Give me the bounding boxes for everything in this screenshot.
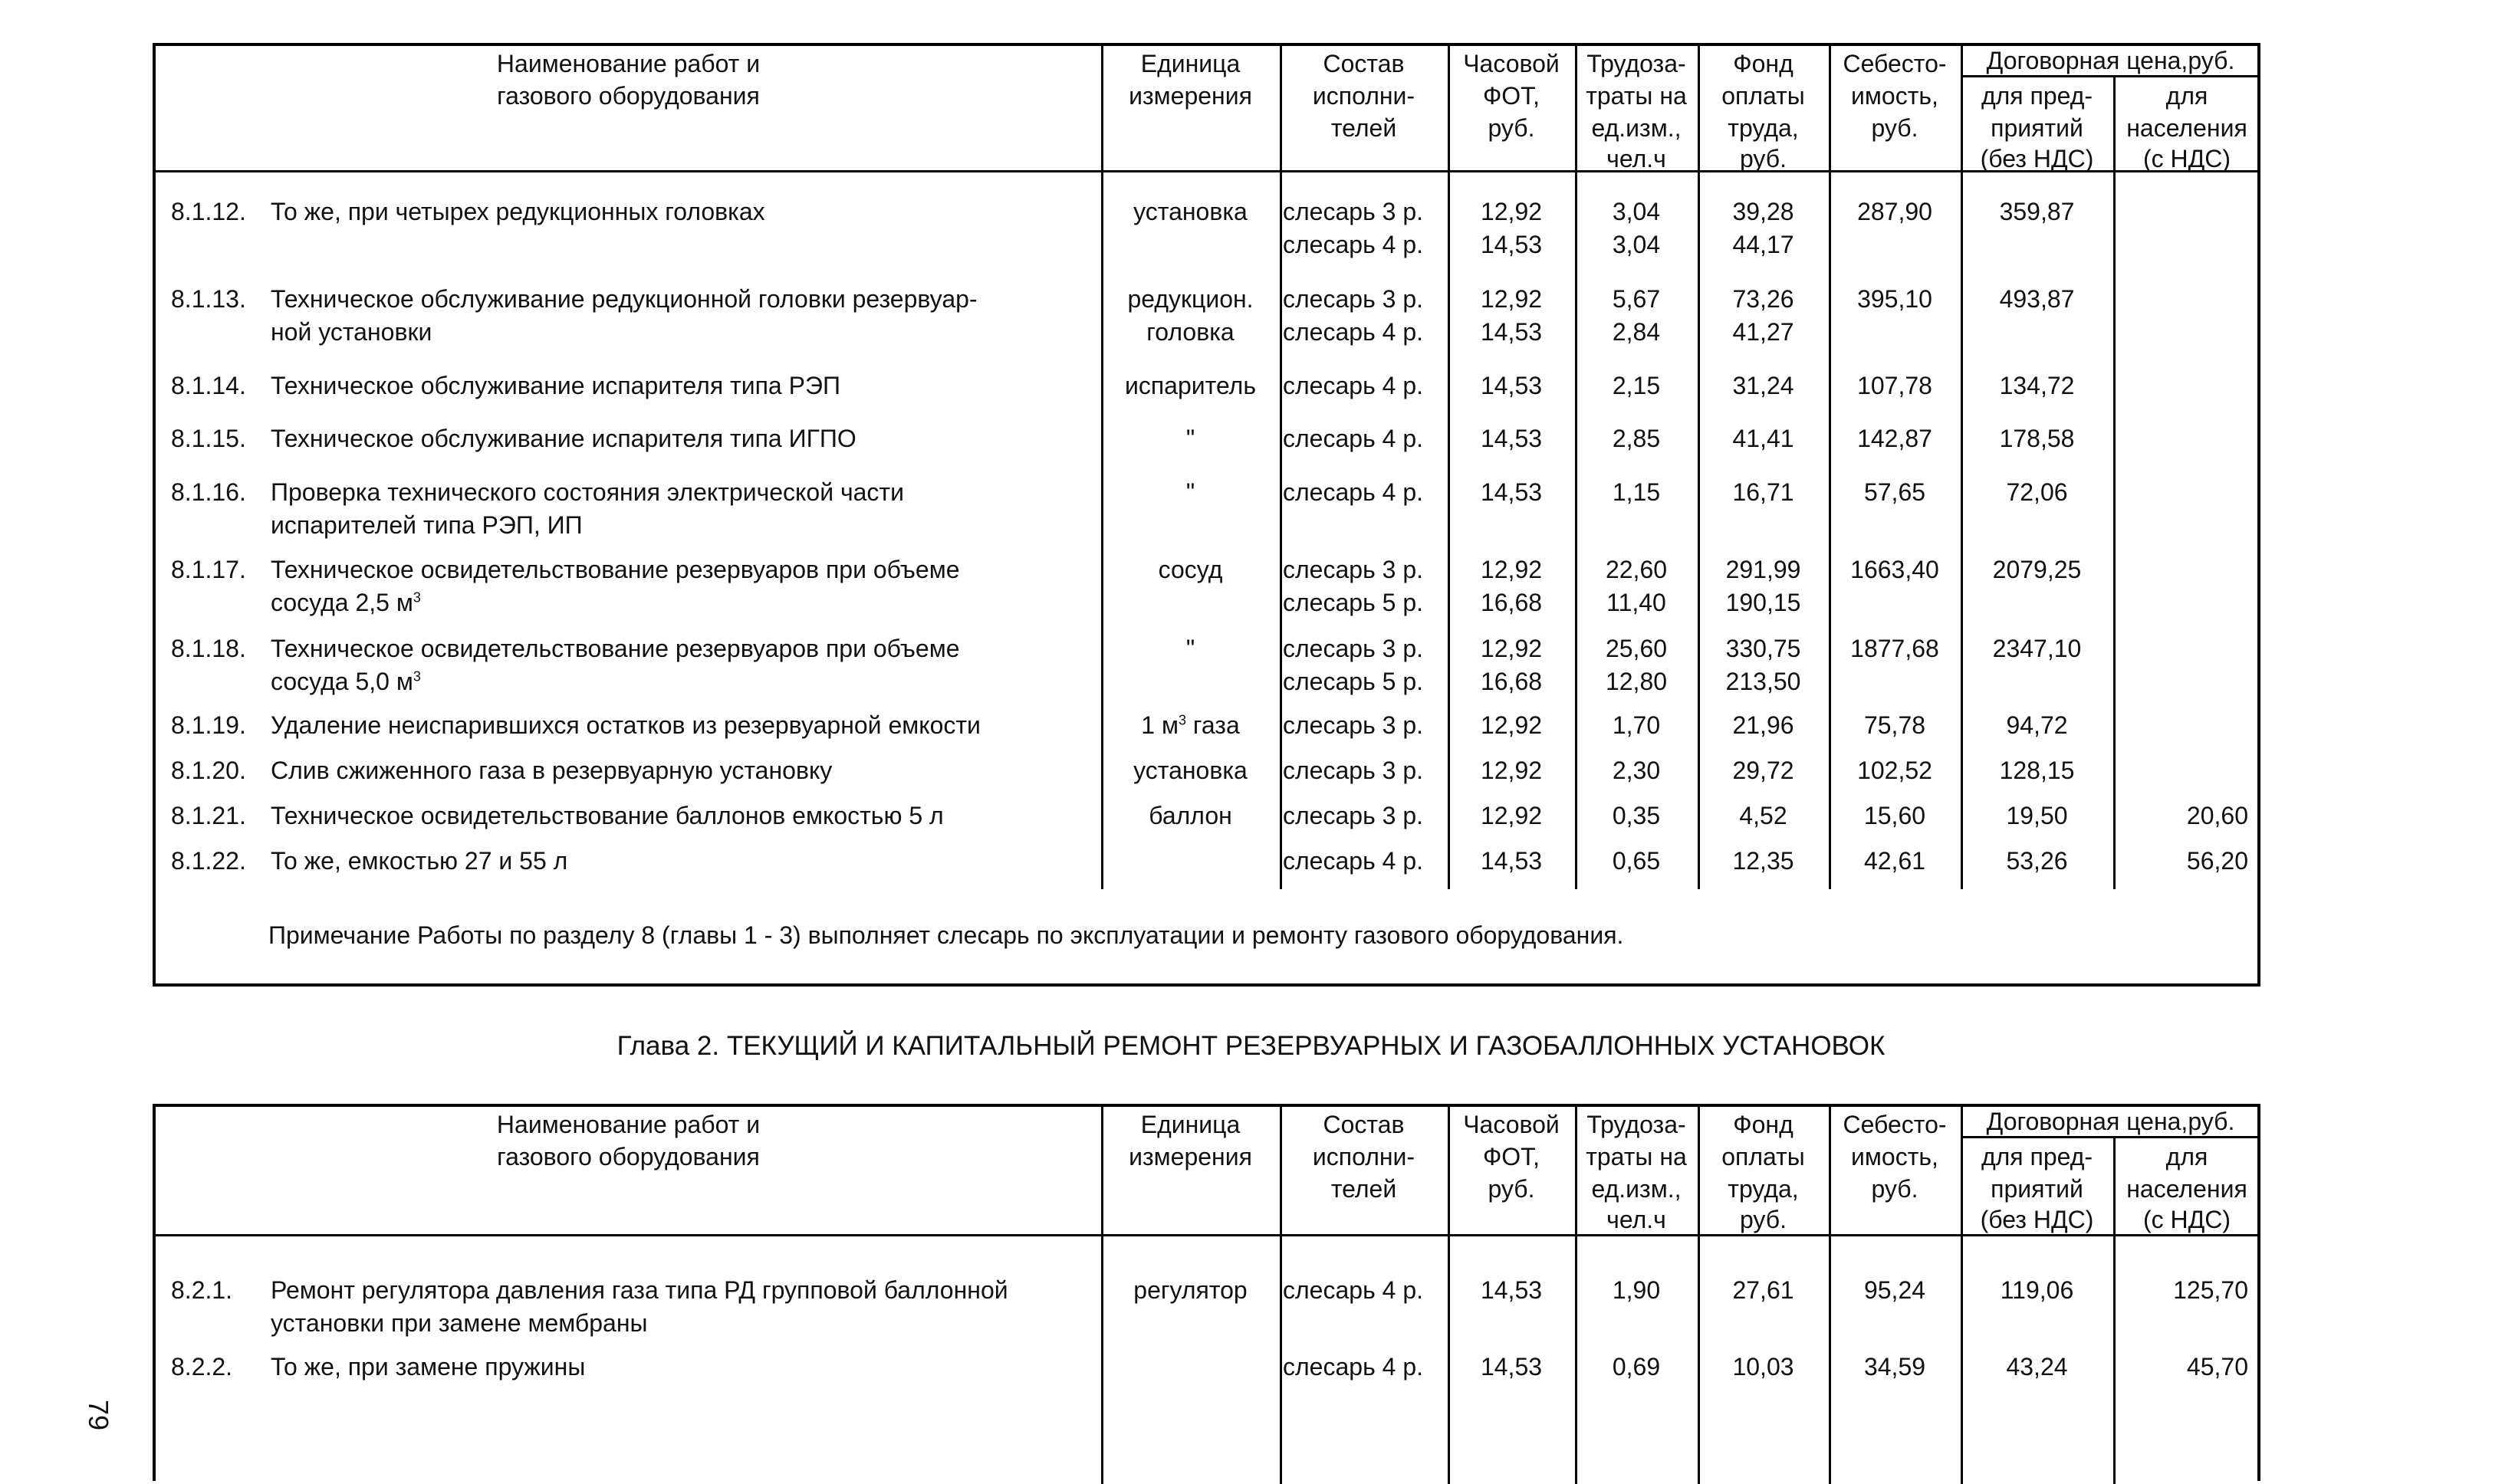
cell-ent: 94,72 (2006, 711, 2068, 739)
cell-ent: 134,72 (1999, 372, 2075, 399)
header-enterprise-line3: (без НДС) (1980, 1206, 2094, 1233)
cell-fund: 39,28 (1732, 198, 1794, 225)
cell-num: 8.1.16. (171, 478, 246, 506)
cell-num: 8.1.19. (171, 711, 246, 739)
header-contract-price: Договорная цена,руб. (1986, 1108, 2235, 1135)
header-staff-line3: телей (1330, 1175, 1397, 1203)
cell-labor: 1,70 (1612, 711, 1661, 739)
cell-labor: 0,65 (1612, 847, 1661, 875)
header-enterprise-line1: для пред- (1981, 82, 2093, 110)
header-fund-line3: труда, (1728, 1175, 1799, 1203)
cell-name: сосуда 2,5 $м^3$ (271, 589, 421, 616)
cell-ent: 53,26 (2006, 847, 2068, 875)
header-fund-line3: труда, (1728, 114, 1799, 142)
cell-num: 8.1.13. (171, 285, 246, 313)
header-name-line1: Наименование работ и (496, 50, 761, 77)
cell-name: Проверка технического состояния электрической части (271, 478, 904, 506)
header-population-line1: для (2165, 82, 2208, 110)
cell-pop: 125,70 (2173, 1276, 2248, 1304)
cell-rate: 12,92 (1480, 198, 1543, 225)
cell-fund: 41,41 (1732, 425, 1794, 452)
header-rate-line3: руб. (1488, 1175, 1535, 1203)
cell-name: ной установки (271, 318, 432, 346)
header-fund-line2: оплаты (1721, 1143, 1805, 1170)
cell-labor: 3,04 (1612, 198, 1661, 225)
unit-suffix: газа (1185, 711, 1240, 739)
cell-name: сосуда 5,0 $м^3$ (271, 668, 421, 695)
header-staff-line1: Состав (1323, 50, 1405, 77)
header-unit-line1: Единица (1140, 1111, 1241, 1138)
cell-cost: 1877,68 (1850, 635, 1939, 662)
header-fund-line1: Фонд (1733, 1111, 1793, 1138)
header-rate-line1: Часовой (1463, 1111, 1560, 1138)
header-rate-line3: руб. (1488, 114, 1535, 142)
cell-fund: 21,96 (1732, 711, 1794, 739)
works-table-chapter-1 (153, 43, 2260, 987)
cell-labor: 2,15 (1612, 372, 1661, 399)
cell-labor: 5,67 (1612, 285, 1661, 313)
cell-rate: 12,92 (1480, 711, 1543, 739)
cell-name: Ремонт регулятора давления газа типа РД групповой баллонной (271, 1276, 1008, 1304)
cell-cost: 1663,40 (1850, 556, 1939, 583)
cell-labor: 0,69 (1612, 1353, 1661, 1381)
cell-rate: 14,53 (1480, 1353, 1543, 1381)
cell-name: Техническое обслуживание редукционной головки резервуар- (271, 285, 978, 313)
cell-fund: 291,99 (1725, 556, 1801, 583)
cell-pop: 45,70 (2186, 1353, 2248, 1381)
cell-fund: 27,61 (1732, 1276, 1794, 1304)
superscript-3: 3 (413, 668, 421, 685)
cell-fund: 29,72 (1732, 757, 1794, 784)
cell-staff: слесарь 4 р. (1283, 372, 1423, 399)
cell-staff: слесарь 5 р. (1283, 668, 1423, 695)
cell-ent: 178,58 (1999, 425, 2075, 452)
cell-name: То же, при четырех редукционных головках (271, 198, 765, 225)
cell-rate: 12,92 (1480, 802, 1543, 829)
header-enterprise-line2: приятий (1991, 1175, 2083, 1203)
header-enterprise-line1: для пред- (1981, 1143, 2093, 1170)
cell-unit: " (1185, 635, 1195, 662)
cell-rate: 12,92 (1480, 556, 1543, 583)
header-labor-line2: траты на (1586, 1143, 1687, 1170)
cell-ent: 359,87 (1999, 198, 2075, 225)
cell-fund: 190,15 (1725, 589, 1801, 616)
header-name-line1: Наименование работ и (496, 1111, 761, 1138)
header-population-line3: (с НДС) (2142, 1206, 2231, 1233)
superscript-3: 3 (413, 589, 421, 606)
cell-staff: слесарь 4 р. (1283, 231, 1423, 258)
cell-rate: 14,53 (1480, 425, 1543, 452)
cell-labor: 25,60 (1605, 635, 1668, 662)
cell-num: 8.1.15. (171, 425, 246, 452)
cell-rate: 14,53 (1480, 318, 1543, 346)
header-labor-line4: чел.ч (1606, 1206, 1666, 1233)
cell-unit: редукцион. (1127, 285, 1254, 313)
cell-unit: регулятор (1133, 1276, 1248, 1304)
cell-labor: 2,30 (1612, 757, 1661, 784)
cell-name: То же, при замене пружины (271, 1353, 586, 1381)
cell-rate: 12,92 (1480, 757, 1543, 784)
cell-fund: 4,52 (1739, 802, 1787, 829)
cell-cost: 142,87 (1857, 425, 1932, 452)
cell-cost: 42,61 (1863, 847, 1926, 875)
header-cost-line1: Себесто- (1843, 1111, 1947, 1138)
cell-fund: 31,24 (1732, 372, 1794, 399)
header-labor-line4: чел.ч (1606, 145, 1666, 172)
cell-staff: слесарь 3 р. (1283, 556, 1423, 583)
cell-staff: слесарь 3 р. (1283, 198, 1423, 225)
header-population-line2: населения (2126, 114, 2247, 142)
header-labor-line2: траты на (1586, 82, 1687, 110)
cell-name: установки при замене мембраны (271, 1309, 648, 1337)
cell-staff: слесарь 4 р. (1283, 425, 1423, 452)
header-rate-line1: Часовой (1463, 50, 1560, 77)
cell-ent: 19,50 (2006, 802, 2068, 829)
cell-name: Техническое освидетельствование баллонов емкостью 5 л (271, 802, 944, 829)
cell-labor: 0,35 (1612, 802, 1661, 829)
cell-rate: 14,53 (1480, 1276, 1543, 1304)
cell-pop: 56,20 (2186, 847, 2248, 875)
cell-ent: 493,87 (1999, 285, 2075, 313)
cell-rate: 14,53 (1480, 847, 1543, 875)
cell-rate: 14,53 (1480, 231, 1543, 258)
header-fund-line2: оплаты (1721, 82, 1805, 110)
cell-rate: 16,68 (1480, 668, 1543, 695)
cell-staff: слесарь 5 р. (1283, 589, 1423, 616)
cell-labor: 1,15 (1612, 478, 1661, 506)
header-population-line1: для (2165, 1143, 2208, 1170)
cell-name: Слив сжиженного газа в резервуарную установку (271, 757, 833, 784)
cell-cost: 395,10 (1857, 285, 1932, 313)
cell-num: 8.1.14. (171, 372, 246, 399)
cell-staff: слесарь 4 р. (1283, 1353, 1423, 1381)
cell-name: Техническое освидетельствование резервуаров при объеме (271, 556, 960, 583)
header-labor-line3: ед.изм., (1591, 114, 1682, 142)
header-fund-line1: Фонд (1733, 50, 1793, 77)
cell-unit: " (1185, 425, 1195, 452)
cell-cost: 34,59 (1863, 1353, 1926, 1381)
cell-staff: слесарь 4 р. (1283, 847, 1423, 875)
header-labor-line1: Трудоза- (1586, 50, 1686, 77)
cell-cost: 107,78 (1857, 372, 1932, 399)
cell-ent: 2079,25 (1992, 556, 2082, 583)
cell-staff: слесарь 3 р. (1283, 285, 1423, 313)
cell-num: 8.1.22. (171, 847, 246, 875)
header-unit-line2: измерения (1129, 82, 1252, 110)
cell-fund: 44,17 (1732, 231, 1794, 258)
cell-fund: 213,50 (1725, 668, 1801, 695)
header-enterprise-line3: (без НДС) (1980, 145, 2094, 172)
cell-labor: 1,90 (1612, 1276, 1661, 1304)
cell-rate: 14,53 (1480, 478, 1543, 506)
header-staff-line2: исполни- (1312, 82, 1415, 110)
cell-ent: 72,06 (2006, 478, 2068, 506)
cell-pop: 20,60 (2186, 802, 2248, 829)
cell-cost: 102,52 (1857, 757, 1932, 784)
cell-cost: 75,78 (1863, 711, 1926, 739)
cell-num: 8.1.21. (171, 802, 246, 829)
cell-fund: 41,27 (1732, 318, 1794, 346)
header-cost-line1: Себесто- (1843, 50, 1947, 77)
cell-num: 8.1.20. (171, 757, 246, 784)
header-cost-line2: имость, (1851, 1143, 1938, 1170)
cell-fund: 10,03 (1732, 1353, 1794, 1381)
cell-fund: 16,71 (1732, 478, 1794, 506)
header-name-line2: газового оборудования (497, 82, 760, 110)
cell-unit: сосуд (1158, 556, 1223, 583)
header-name-line2: газового оборудования (497, 1143, 760, 1170)
chapter-2-title: Глава 2. ТЕКУЩИЙ И КАПИТАЛЬНЫЙ РЕМОНТ РЕЗЕРВУАРНЫХ И ГАЗОБАЛЛОННЫХ УСТАНОВОК (616, 1031, 1886, 1061)
header-labor-line3: ед.изм., (1591, 1175, 1682, 1203)
cell-unit: " (1185, 478, 1195, 506)
header-unit-line1: Единица (1140, 50, 1241, 77)
cell-labor: 11,40 (1606, 589, 1666, 616)
header-rate-line2: ФОТ, (1482, 82, 1540, 110)
cell-labor: 12,80 (1605, 668, 1668, 695)
header-fund-line4: руб. (1739, 145, 1787, 172)
cell-cost: 57,65 (1863, 478, 1926, 506)
cell-unit: установка (1133, 198, 1248, 225)
cell-staff: слесарь 4 р. (1283, 1276, 1423, 1304)
header-fund-line4: руб. (1739, 1206, 1787, 1233)
cell-rate: 16,68 (1480, 589, 1543, 616)
cell-unit: 1 $м^3$ газа (1141, 711, 1240, 739)
cell-labor: 2,85 (1612, 425, 1661, 452)
cell-staff: слесарь 4 р. (1283, 478, 1423, 506)
cell-unit: испаритель (1124, 372, 1257, 399)
cell-ent: 2347,10 (1992, 635, 2082, 662)
cell-name: Техническое обслуживание испарителя типа РЭП (271, 372, 840, 399)
cell-staff: слесарь 3 р. (1283, 711, 1423, 739)
cell-staff: слесарь 3 р. (1283, 757, 1423, 784)
cell-cost: 287,90 (1857, 198, 1932, 225)
cell-labor: 22,60 (1605, 556, 1668, 583)
cell-ent: 119,06 (2000, 1276, 2074, 1304)
header-staff-line3: телей (1330, 114, 1397, 142)
header-staff-line1: Состав (1323, 1111, 1405, 1138)
cell-cost: 95,24 (1863, 1276, 1926, 1304)
header-labor-line1: Трудоза- (1586, 1111, 1686, 1138)
table-note: Примечание Работы по разделу 8 (главы 1 - 3) выполняет слесарь по эксплуатации и ремонту газового оборудования. (268, 921, 1624, 949)
cell-name: испарителей типа РЭП, ИП (271, 511, 583, 539)
header-cost-line3: руб. (1871, 1175, 1918, 1203)
header-staff-line2: исполни- (1312, 1143, 1415, 1170)
header-cost-line2: имость, (1851, 82, 1938, 110)
header-unit-line2: измерения (1129, 1143, 1252, 1170)
cell-unit: баллон (1149, 802, 1232, 829)
cell-ent: 43,24 (2006, 1353, 2068, 1381)
superscript-3: 3 (1178, 712, 1186, 728)
cell-name: Техническое обслуживание испарителя типа ИГПО (271, 425, 856, 452)
cell-rate: 12,92 (1480, 285, 1543, 313)
cell-ent: 128,15 (1999, 757, 2075, 784)
cell-name: Удаление неиспарившихся остатков из резервуарной емкости (271, 711, 981, 739)
cell-fund: 330,75 (1725, 635, 1801, 662)
page-number: 79 (83, 1399, 115, 1431)
cell-rate: 12,92 (1480, 635, 1543, 662)
cell-staff: слесарь 4 р. (1283, 318, 1423, 346)
cell-cost: 15,60 (1863, 802, 1926, 829)
cell-labor: 3,04 (1612, 231, 1661, 258)
cell-num: 8.1.18. (171, 635, 246, 662)
cell-unit: головка (1146, 318, 1235, 346)
cell-unit: установка (1133, 757, 1248, 784)
cell-fund: 12,35 (1732, 847, 1794, 875)
header-enterprise-line2: приятий (1991, 114, 2083, 142)
header-population-line2: населения (2126, 1175, 2247, 1203)
cell-rate: 14,53 (1480, 372, 1543, 399)
cell-num: 8.2.2. (171, 1353, 233, 1381)
works-table-chapter-2 (153, 1104, 2260, 1481)
cell-num: 8.1.12. (171, 198, 246, 225)
cell-name: Техническое освидетельствование резервуаров при объеме (271, 635, 960, 662)
cell-num: 8.2.1. (171, 1276, 233, 1304)
header-contract-price: Договорная цена,руб. (1986, 47, 2235, 74)
cell-name: То же, емкостью 27 и 55 л (271, 847, 568, 875)
cell-num: 8.1.17. (171, 556, 246, 583)
header-rate-line2: ФОТ, (1482, 1143, 1540, 1170)
header-population-line3: (с НДС) (2142, 145, 2231, 172)
header-cost-line3: руб. (1871, 114, 1918, 142)
cell-labor: 2,84 (1612, 318, 1661, 346)
cell-staff: слесарь 3 р. (1283, 802, 1423, 829)
cell-fund: 73,26 (1732, 285, 1794, 313)
cell-staff: слесарь 3 р. (1283, 635, 1423, 662)
